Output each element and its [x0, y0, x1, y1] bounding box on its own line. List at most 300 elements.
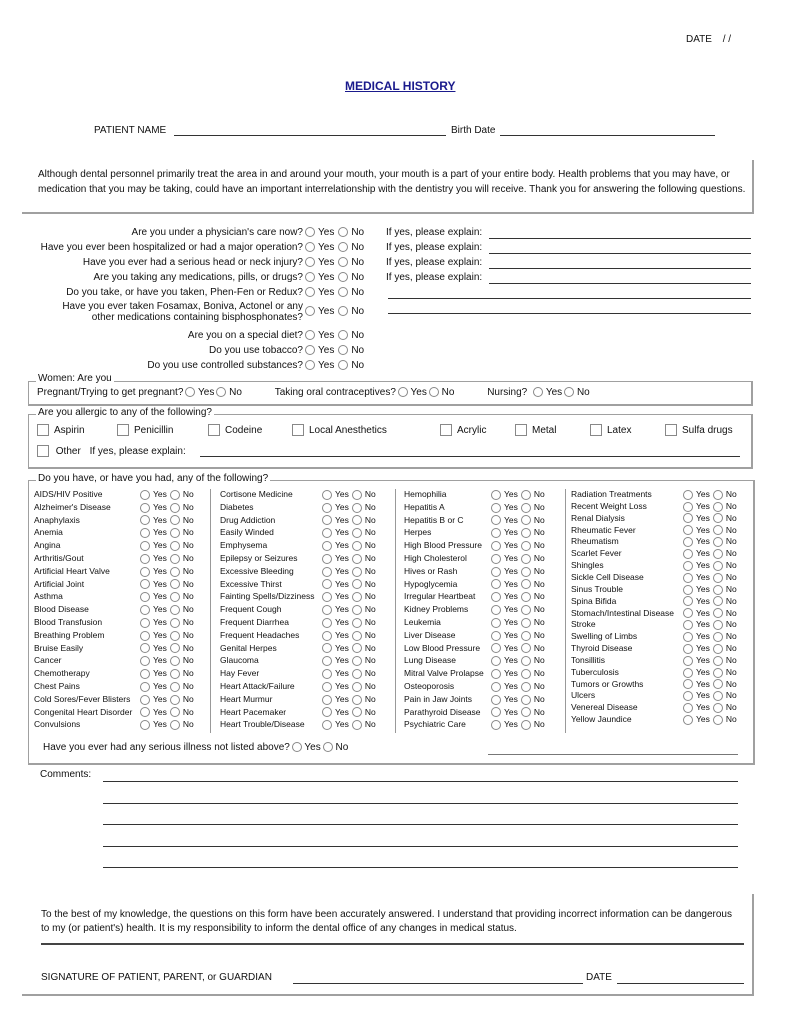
yes-label: Yes [335, 489, 349, 499]
condition-label: Hepatitis A [404, 501, 445, 512]
explain-field[interactable] [388, 313, 751, 314]
yes-label: Yes [153, 604, 167, 615]
no-label: No [533, 553, 545, 563]
condition-yes-radio[interactable] [491, 682, 501, 692]
condition-label: Excessive Thirst [220, 578, 282, 589]
condition-yes-radio[interactable] [683, 573, 693, 583]
condition-no-radio[interactable] [521, 643, 531, 653]
condition-yes-radio[interactable] [140, 631, 150, 641]
no-label: No [364, 681, 376, 691]
allergy-option[interactable] [665, 424, 733, 436]
condition-no-radio[interactable] [170, 554, 180, 564]
condition-label: Frequent Cough [220, 604, 282, 615]
allergy-checkbox[interactable] [292, 424, 304, 436]
condition-yes-radio[interactable] [683, 549, 693, 559]
condition-no-radio[interactable] [713, 644, 723, 654]
condition-yes-radio[interactable] [683, 715, 693, 725]
no-label: No [182, 681, 194, 691]
allergy-label: Aspirin [54, 424, 85, 436]
condition-yes-radio[interactable] [322, 643, 332, 653]
condition-label: Radiation Treatments [571, 489, 652, 499]
no-label: No [182, 706, 194, 717]
condition-yes-radio[interactable] [140, 554, 150, 564]
condition-no-radio[interactable] [170, 605, 180, 615]
condition-label: Herpes [404, 527, 432, 538]
condition-label: Asthma [34, 591, 63, 602]
condition-yes-radio[interactable] [322, 528, 332, 538]
condition-no-radio[interactable] [713, 608, 723, 618]
condition-yes-radio[interactable] [322, 695, 332, 705]
condition-no-radio[interactable] [713, 490, 723, 500]
allergy-option[interactable] [117, 424, 173, 436]
condition-no-radio[interactable] [352, 503, 362, 513]
condition-label: Psychiatric Care [404, 719, 466, 730]
condition-label: Osteoporosis [404, 681, 455, 691]
condition-yes-radio[interactable] [491, 605, 501, 615]
pregnant-yes-radio[interactable] [185, 387, 195, 397]
allergy-checkbox[interactable] [515, 424, 527, 436]
condition-no-radio[interactable] [713, 513, 723, 523]
nursing-no-radio[interactable] [564, 387, 574, 397]
condition-no-radio[interactable] [521, 669, 531, 679]
yes-label: Yes [696, 643, 710, 654]
condition-yes-radio[interactable] [491, 695, 501, 705]
condition-label: Heart Murmur [220, 693, 273, 704]
condition-no-radio[interactable] [352, 643, 362, 653]
condition-yes-radio[interactable] [683, 632, 693, 642]
yes-label: Yes [153, 719, 167, 730]
condition-no-radio[interactable] [713, 585, 723, 595]
allergy-checkbox[interactable] [208, 424, 220, 436]
condition-yes-radio[interactable] [683, 585, 693, 595]
comments-line-2[interactable] [103, 803, 738, 804]
yes-label: Yes [153, 668, 167, 679]
condition-no-radio[interactable] [170, 618, 180, 628]
allergy-checkbox[interactable] [117, 424, 129, 436]
condition-no-radio[interactable] [521, 515, 531, 525]
condition-yes-radio[interactable] [491, 515, 501, 525]
condition-no-radio[interactable] [521, 631, 531, 641]
condition-no-radio[interactable] [521, 579, 531, 589]
allergy-option[interactable] [208, 424, 262, 436]
condition-yes-radio[interactable] [140, 490, 150, 500]
condition-yes-radio[interactable] [322, 541, 332, 551]
condition-row [220, 553, 392, 566]
no-label: No [182, 629, 194, 640]
no-label: No [182, 655, 194, 666]
condition-row [34, 515, 210, 528]
condition-yes-radio[interactable] [683, 668, 693, 678]
condition-yes-radio[interactable] [322, 682, 332, 692]
condition-no-radio[interactable] [521, 528, 531, 538]
condition-yes-radio[interactable] [322, 656, 332, 666]
condition-no-radio[interactable] [352, 592, 362, 602]
condition-yes-radio[interactable] [140, 528, 150, 538]
condition-yes-radio[interactable] [322, 515, 332, 525]
condition-no-radio[interactable] [713, 679, 723, 689]
condition-no-radio[interactable] [352, 720, 362, 730]
condition-no-radio[interactable] [170, 541, 180, 551]
condition-yes-radio[interactable] [322, 567, 332, 577]
no-label: No [364, 642, 376, 653]
condition-yes-radio[interactable] [322, 605, 332, 615]
condition-no-radio[interactable] [352, 707, 362, 717]
no-label: No [725, 702, 737, 713]
condition-no-radio[interactable] [352, 605, 362, 615]
condition-no-radio[interactable] [352, 554, 362, 564]
explain-field[interactable] [489, 283, 751, 284]
no-label: No [533, 706, 545, 717]
question-yes-radio[interactable] [305, 330, 315, 340]
condition-no-radio[interactable] [170, 567, 180, 577]
condition-no-radio[interactable] [713, 691, 723, 701]
allergy-other-checkbox[interactable] [37, 445, 49, 457]
condition-row [404, 643, 561, 656]
question-no-radio[interactable] [338, 345, 348, 355]
condition-label: Frequent Diarrhea [220, 617, 289, 627]
condition-no-radio[interactable] [170, 682, 180, 692]
condition-yes-radio[interactable] [322, 669, 332, 679]
condition-row [404, 566, 561, 579]
condition-no-radio[interactable] [521, 541, 531, 551]
condition-no-radio[interactable] [352, 618, 362, 628]
condition-no-radio[interactable] [713, 668, 723, 678]
condition-yes-radio[interactable] [140, 503, 150, 513]
no-label: No [351, 287, 365, 298]
comments-line-1[interactable] [103, 781, 738, 782]
condition-yes-radio[interactable] [683, 502, 693, 512]
pregnant-no-radio[interactable] [216, 387, 226, 397]
condition-yes-radio[interactable] [140, 669, 150, 679]
allergy-checkbox[interactable] [440, 424, 452, 436]
condition-label: Renal Dialysis [571, 512, 625, 523]
condition-yes-radio[interactable] [491, 503, 501, 513]
no-label: No [364, 629, 376, 640]
condition-yes-radio[interactable] [683, 620, 693, 630]
explain-field[interactable] [388, 298, 751, 299]
signature-field[interactable] [293, 983, 583, 984]
condition-yes-radio[interactable] [683, 703, 693, 713]
pregnant-question: Pregnant/Trying to get pregnant? [37, 387, 184, 398]
question-no-radio[interactable] [338, 287, 348, 297]
condition-yes-radio[interactable] [683, 490, 693, 500]
condition-no-radio[interactable] [170, 490, 180, 500]
yes-label: Yes [504, 540, 518, 551]
no-label: No [725, 690, 737, 701]
question-text: Have you ever taken Fosamax, Boniva, Actonel or any other medications containing bisphosphonates? [62, 301, 303, 323]
condition-no-radio[interactable] [170, 528, 180, 538]
condition-yes-radio[interactable] [322, 631, 332, 641]
condition-no-radio[interactable] [713, 656, 723, 666]
question-no-radio[interactable] [338, 360, 348, 370]
explain-field[interactable] [489, 268, 751, 269]
condition-yes-radio[interactable] [491, 541, 501, 551]
condition-yes-radio[interactable] [491, 631, 501, 641]
condition-label: Mitral Valve Prolapse [404, 668, 484, 679]
condition-yes-radio[interactable] [322, 579, 332, 589]
explain-field[interactable] [489, 238, 751, 239]
explain-field[interactable] [489, 253, 751, 254]
condition-yes-radio[interactable] [140, 541, 150, 551]
condition-yes-radio[interactable] [140, 682, 150, 692]
question-yes-radio[interactable] [305, 257, 315, 267]
no-label: No [533, 591, 545, 602]
comments-line-5[interactable] [103, 867, 738, 868]
condition-row [404, 604, 561, 617]
contraceptives-yes-radio[interactable] [398, 387, 408, 397]
condition-no-radio[interactable] [352, 656, 362, 666]
yes-label: Yes [545, 387, 563, 398]
condition-no-radio[interactable] [521, 605, 531, 615]
condition-yes-radio[interactable] [322, 707, 332, 717]
condition-yes-radio[interactable] [140, 605, 150, 615]
condition-no-radio[interactable] [352, 695, 362, 705]
condition-yes-radio[interactable] [491, 592, 501, 602]
no-label: No [725, 524, 737, 535]
condition-row [34, 502, 210, 515]
condition-yes-radio[interactable] [683, 691, 693, 701]
no-label: No [725, 548, 737, 559]
condition-yes-radio[interactable] [491, 656, 501, 666]
allergy-option[interactable] [292, 424, 387, 436]
condition-no-radio[interactable] [713, 632, 723, 642]
patient-name-field[interactable] [174, 135, 446, 136]
question-no-radio[interactable] [338, 272, 348, 282]
no-label: No [533, 629, 545, 640]
condition-yes-radio[interactable] [491, 707, 501, 717]
question-no-radio[interactable] [338, 306, 348, 316]
condition-label: Stomach/Intestinal Disease [571, 607, 674, 618]
question-no-radio[interactable] [338, 257, 348, 267]
condition-yes-radio[interactable] [322, 618, 332, 628]
condition-yes-radio[interactable] [140, 618, 150, 628]
condition-label: Artificial Heart Valve [34, 565, 110, 576]
yes-label: Yes [318, 272, 335, 283]
condition-no-radio[interactable] [352, 541, 362, 551]
condition-label: High Blood Pressure [404, 540, 482, 551]
condition-yes-radio[interactable] [140, 695, 150, 705]
condition-no-radio[interactable] [170, 656, 180, 666]
condition-yes-radio[interactable] [683, 679, 693, 689]
condition-no-radio[interactable] [521, 618, 531, 628]
yes-label: Yes [504, 693, 518, 704]
serious-illness-no-radio[interactable] [323, 742, 333, 752]
condition-no-radio[interactable] [713, 620, 723, 630]
yes-label: Yes [153, 706, 167, 717]
condition-yes-radio[interactable] [491, 643, 501, 653]
condition-label: Thyroid Disease [571, 643, 633, 654]
condition-no-radio[interactable] [170, 643, 180, 653]
condition-yes-radio[interactable] [683, 608, 693, 618]
condition-no-radio[interactable] [352, 579, 362, 589]
comments-line-4[interactable] [103, 846, 738, 847]
no-label: No [533, 565, 545, 576]
question-text: Have you ever had a serious head or neck injury? [82, 257, 303, 268]
condition-no-radio[interactable] [521, 707, 531, 717]
yes-label: Yes [696, 583, 710, 594]
condition-no-radio[interactable] [713, 502, 723, 512]
condition-yes-radio[interactable] [140, 515, 150, 525]
question-no-radio[interactable] [338, 242, 348, 252]
condition-yes-radio[interactable] [683, 537, 693, 547]
condition-no-radio[interactable] [352, 528, 362, 538]
condition-no-radio[interactable] [713, 715, 723, 725]
condition-row [404, 681, 561, 694]
condition-no-radio[interactable] [521, 682, 531, 692]
condition-no-radio[interactable] [713, 549, 723, 559]
condition-yes-radio[interactable] [491, 490, 501, 500]
condition-row [220, 694, 392, 707]
question-text: Are you under a physician's care now? [131, 227, 303, 238]
signature-date-label: DATE [586, 972, 612, 983]
condition-yes-radio[interactable] [683, 525, 693, 535]
condition-no-radio[interactable] [521, 656, 531, 666]
condition-no-radio[interactable] [713, 561, 723, 571]
no-label: No [533, 501, 545, 512]
condition-yes-radio[interactable] [322, 720, 332, 730]
condition-no-radio[interactable] [352, 515, 362, 525]
condition-no-radio[interactable] [713, 525, 723, 535]
condition-label: Anemia [34, 527, 63, 538]
condition-no-radio[interactable] [352, 669, 362, 679]
condition-yes-radio[interactable] [491, 579, 501, 589]
allergy-option[interactable] [515, 424, 556, 436]
yes-label: Yes [696, 631, 710, 642]
condition-no-radio[interactable] [352, 682, 362, 692]
condition-yes-radio[interactable] [683, 656, 693, 666]
question-no-radio[interactable] [338, 330, 348, 340]
question-row [0, 359, 375, 373]
allergy-checkbox[interactable] [665, 424, 677, 436]
condition-yes-radio[interactable] [140, 656, 150, 666]
condition-yes-radio[interactable] [683, 561, 693, 571]
condition-no-radio[interactable] [713, 703, 723, 713]
condition-no-radio[interactable] [352, 490, 362, 500]
condition-no-radio[interactable] [170, 695, 180, 705]
yes-label: Yes [504, 527, 518, 538]
condition-yes-radio[interactable] [491, 669, 501, 679]
condition-row [404, 527, 561, 540]
allergy-checkbox[interactable] [37, 424, 49, 436]
condition-yes-radio[interactable] [683, 596, 693, 606]
no-label: No [364, 591, 376, 602]
condition-no-radio[interactable] [352, 631, 362, 641]
signature-date-field[interactable] [617, 983, 744, 984]
allergy-option[interactable] [440, 424, 486, 436]
yes-label: Yes [504, 553, 518, 563]
allergy-other-explain-field[interactable] [200, 456, 740, 457]
no-label: No [533, 540, 545, 551]
condition-no-radio[interactable] [521, 554, 531, 564]
condition-yes-radio[interactable] [491, 528, 501, 538]
condition-no-radio[interactable] [713, 596, 723, 606]
condition-no-radio[interactable] [713, 573, 723, 583]
birth-date-field[interactable] [500, 135, 715, 136]
women-legend: Women: Are you [38, 373, 112, 384]
condition-yes-radio[interactable] [322, 490, 332, 500]
condition-no-radio[interactable] [521, 695, 531, 705]
condition-label: Drug Addiction [220, 514, 276, 525]
no-label: No [725, 571, 737, 582]
condition-label: Leukemia [404, 617, 441, 627]
condition-no-radio[interactable] [170, 707, 180, 717]
question-yes-radio[interactable] [305, 272, 315, 282]
condition-yes-radio[interactable] [140, 643, 150, 653]
comments-line-3[interactable] [103, 824, 738, 825]
question-row [0, 271, 375, 285]
condition-no-radio[interactable] [170, 669, 180, 679]
question-yes-radio[interactable] [305, 287, 315, 297]
question-yes-radio[interactable] [305, 242, 315, 252]
condition-label: Hay Fever [220, 668, 260, 679]
condition-yes-radio[interactable] [491, 567, 501, 577]
allergy-option[interactable] [37, 424, 85, 436]
condition-no-radio[interactable] [521, 503, 531, 513]
condition-no-radio[interactable] [170, 631, 180, 641]
allergy-checkbox[interactable] [590, 424, 602, 436]
form-date [686, 34, 731, 45]
no-label: No [725, 678, 737, 689]
question-yes-radio[interactable] [305, 345, 315, 355]
condition-label: Sickle Cell Disease [571, 571, 644, 582]
question-yes-radio[interactable] [305, 227, 315, 237]
condition-yes-radio[interactable] [322, 554, 332, 564]
condition-yes-radio[interactable] [491, 554, 501, 564]
condition-yes-radio[interactable] [683, 644, 693, 654]
condition-label: Fainting Spells/Dizziness [220, 591, 315, 602]
allergy-label: Sulfa drugs [682, 424, 733, 436]
yes-label: Yes [153, 642, 167, 653]
condition-row [34, 719, 210, 732]
condition-no-radio[interactable] [521, 490, 531, 500]
serious-illness-explain-field[interactable] [488, 754, 738, 755]
condition-no-radio[interactable] [170, 720, 180, 730]
nursing-yes-radio[interactable] [533, 387, 543, 397]
no-label: No [364, 604, 376, 615]
condition-yes-radio[interactable] [322, 503, 332, 513]
question-yes-radio[interactable] [305, 306, 315, 316]
condition-no-radio[interactable] [352, 567, 362, 577]
condition-no-radio[interactable] [713, 537, 723, 547]
condition-no-radio[interactable] [170, 579, 180, 589]
condition-no-radio[interactable] [521, 592, 531, 602]
condition-yes-radio[interactable] [140, 579, 150, 589]
condition-no-radio[interactable] [170, 592, 180, 602]
allergy-option[interactable] [590, 424, 631, 436]
column-divider [565, 489, 566, 733]
condition-yes-radio[interactable] [140, 720, 150, 730]
serious-illness-yes-radio[interactable] [292, 742, 302, 752]
condition-row [220, 630, 392, 643]
no-label: No [182, 489, 194, 499]
question-yes-radio[interactable] [305, 360, 315, 370]
condition-yes-radio[interactable] [140, 707, 150, 717]
condition-no-radio[interactable] [170, 515, 180, 525]
condition-yes-radio[interactable] [683, 513, 693, 523]
yes-label: Yes [410, 387, 427, 398]
condition-no-radio[interactable] [521, 567, 531, 577]
contraceptives-no-radio[interactable] [429, 387, 439, 397]
condition-yes-radio[interactable] [491, 618, 501, 628]
condition-yes-radio[interactable] [140, 592, 150, 602]
condition-yes-radio[interactable] [322, 592, 332, 602]
condition-no-radio[interactable] [521, 720, 531, 730]
condition-no-radio[interactable] [170, 503, 180, 513]
condition-label: Hepatitis B or C [404, 514, 464, 525]
condition-yes-radio[interactable] [491, 720, 501, 730]
question-no-radio[interactable] [338, 227, 348, 237]
condition-yes-radio[interactable] [140, 567, 150, 577]
